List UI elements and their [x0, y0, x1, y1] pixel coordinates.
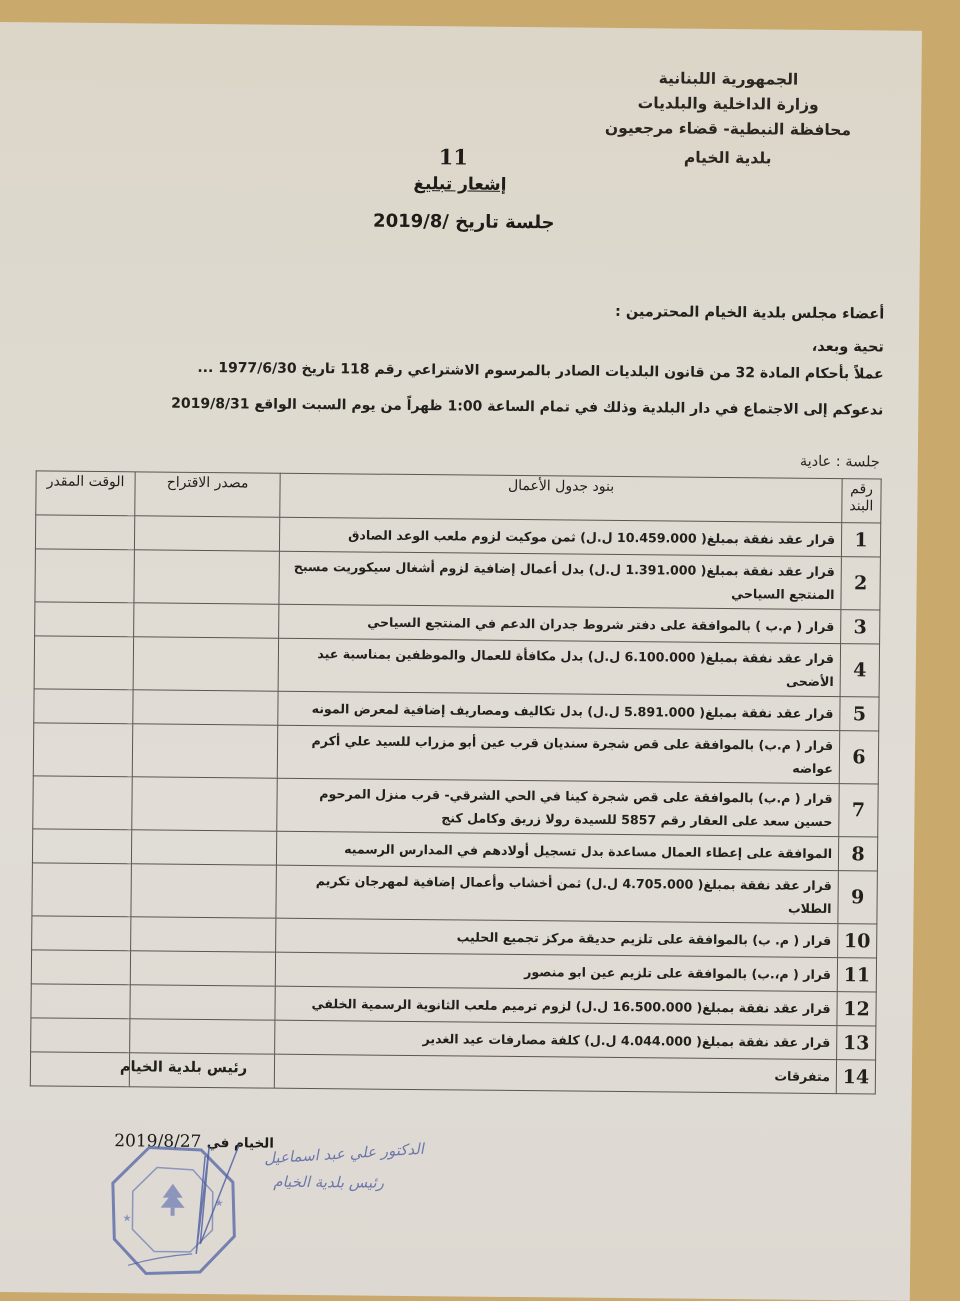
handwritten-title: رئيس بلدية الخيام: [273, 1172, 384, 1192]
header-time: الوقت المقدر: [36, 471, 135, 516]
row-time: [32, 863, 132, 917]
row-time: [35, 515, 134, 550]
row-number: 7: [839, 784, 879, 837]
table-row: [35, 549, 880, 610]
table-row: [32, 863, 877, 924]
row-time: [33, 723, 133, 777]
row-number: 3: [841, 610, 880, 644]
document-number: 11: [438, 144, 469, 170]
svg-text:★: ★: [122, 1213, 132, 1225]
handwritten-signature: [184, 1139, 425, 1196]
row-number: 13: [837, 1026, 876, 1060]
row-number: 12: [837, 992, 876, 1026]
row-number: 10: [838, 924, 877, 958]
row-number: 6: [839, 731, 879, 784]
letterhead-line: وزارة الداخلية والبلديات: [637, 94, 819, 114]
signing-date: 2019/8/27: [114, 1131, 202, 1152]
row-source: [130, 951, 275, 986]
row-time: [31, 950, 130, 985]
row-source: [133, 637, 279, 691]
row-item: قرار عقد نفقة بمبلغ( 4.705.000 ل.ل) ثمن أخشاب وأعمال إضافية لمهرجان تكريم الطلاب: [276, 865, 838, 923]
svg-text:★: ★: [214, 1198, 224, 1210]
row-source: [131, 864, 277, 918]
row-item: قرار عقد نفقة بمبلغ( 6.100.000 ل.ل) بدل مكافأة للعمال والموظفين بمناسبة عيد الأضحى: [278, 638, 840, 696]
salutation-block: [615, 296, 885, 365]
row-time: [34, 689, 133, 724]
row-item: متفرقات: [274, 1054, 836, 1093]
row-source: [134, 550, 280, 604]
row-item: قرار عقد نفقة بمبلغ( 16.500.000 ل.ل) لزوم ترميم ملعب الثانوية الرسمية الخلفي: [275, 986, 837, 1025]
row-source: [133, 690, 278, 725]
row-number: 1: [841, 523, 880, 557]
row-time: [33, 776, 133, 830]
row-source: [134, 603, 279, 638]
row-item: قرار عقد نفقة بمبلغ( 5.891.000 ل.ل) بدل تكاليف ومصاريف إضافية لمعرض المونه: [278, 691, 840, 730]
header-source: مصدر الاقتراح: [135, 472, 280, 517]
row-source: [130, 1019, 275, 1054]
table-row: [33, 723, 878, 784]
row-time: [32, 916, 131, 951]
row-item: قرار عقد نفقة بمبلغ( 10.459.000 ل.ل) ثمن موكيت لزوم ملعب الوعد الصادق: [279, 517, 841, 556]
letterhead: [605, 66, 852, 172]
row-number: 14: [836, 1060, 875, 1094]
agenda-table: [30, 470, 882, 1094]
letterhead-line: محافظة النبطية- قضاء مرجعيون: [604, 118, 852, 140]
row-item: قرار ( م،.ب) بالموافقة على تلزيم عين ابو منصور: [275, 952, 837, 991]
row-source: [132, 777, 278, 831]
handwritten-name: الدكتور علي عبد اسماعيل: [263, 1139, 425, 1168]
row-number: 5: [840, 697, 879, 731]
row-item: قرار ( م. ب) بالموافقة على تلزيم حديقة مركز تجميع الحليب: [276, 918, 838, 957]
session-date: جلسة تاريخ /2019/8: [373, 210, 555, 234]
document-paper: [0, 22, 922, 1301]
row-item: قرار ( م.ب) بالموافقة على قص شجرة كينا في الحي الشرقي- قرب منزل المرحوم حسين سعد على العقار رقم 5857 للسيدة رولا زريق وكامل كنج: [277, 778, 839, 836]
row-item: قرار عقد نفقة بمبلغ( 1.391.000 ل.ل) بدل أعمال إضافية لزوم أشغال سيكوريت مسبح المنتجع السياحي: [279, 551, 841, 609]
table-row: [34, 636, 879, 697]
row-time: [30, 1052, 129, 1087]
session-type: جلسة : عادية: [799, 453, 880, 471]
letterhead-line: الجمهورية اللبنانية: [658, 69, 799, 89]
row-time: [31, 1018, 130, 1053]
body-paragraph-2: ندعوكم إلى الاجتماع في دار البلدية وذلك في تمام الساعة 1:00 ظهراً من يوم السبت الواقع 2019/8/31: [171, 395, 884, 419]
row-number: 8: [838, 837, 877, 871]
row-time: [32, 829, 131, 864]
row-item: قرار عقد نفقة بمبلغ( 4.044.000 ل.ل) كلفة مصارفات عيد الغدير: [275, 1020, 837, 1059]
letterhead-line: بلدية الخيام: [683, 148, 772, 168]
row-source: [131, 917, 276, 952]
greeting: تحية وبعد،: [811, 338, 884, 356]
table-row: [33, 776, 878, 837]
row-time: [34, 636, 134, 690]
row-number: 4: [840, 644, 880, 697]
body-paragraph-1: عملاً بأحكام المادة 32 من قانون البلديات الصادر بالمرسوم الاشتراعي رقم 118 تاريخ 1977/6/30 ...: [197, 359, 884, 383]
signatory-title: رئيس بلدية الخيام: [119, 1059, 248, 1077]
salutation: أعضاء مجلس بلدية الخيام المحترمين :: [614, 303, 885, 323]
signing-place: الخيام في: [206, 1135, 275, 1152]
row-source: [134, 516, 279, 551]
document-title: إشعار تبليغ: [413, 173, 507, 195]
row-item: الموافقة على إعطاء العمال مساعدة بدل تسجيل أولادهم في المدارس الرسميه: [276, 831, 838, 870]
row-time: [31, 984, 130, 1019]
row-time: [35, 602, 134, 637]
row-source: [130, 985, 275, 1020]
header-item: بنود جدول الأعمال: [280, 473, 842, 522]
row-time: [35, 549, 135, 603]
row-source: [131, 830, 276, 865]
header-number: رقم البند: [842, 479, 881, 523]
row-item: قرار ( م.ب) بالموافقة على قص شجرة سنديان قرب عين أبو مزراب للسيد علي أكرم عواضه: [277, 725, 839, 783]
row-number: 9: [838, 871, 878, 924]
row-number: 11: [837, 958, 876, 992]
row-number: 2: [841, 557, 881, 610]
row-item: قرار ( م.ب ) بالموافقة على دفتر شروط جدران الدعم في المنتجع السياحي: [279, 604, 841, 643]
row-source: [132, 724, 278, 778]
